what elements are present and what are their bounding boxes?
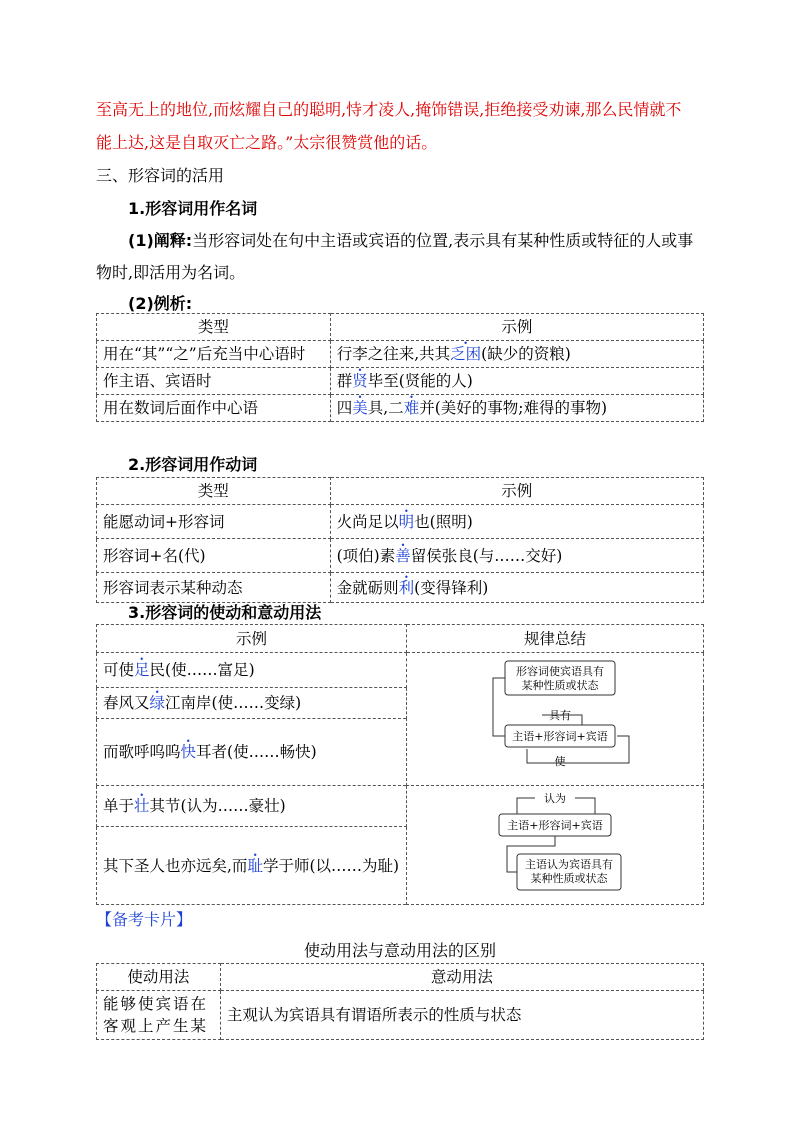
- ex-gloss: 留侯张良(与……交好): [410, 546, 563, 565]
- flow-line: 主语认为宾语具有: [525, 858, 613, 871]
- type-cell: 形容词+名(代): [97, 539, 331, 573]
- highlight-word: 足: [134, 661, 150, 680]
- ex-gloss: 耳者(使……畅快): [196, 743, 317, 762]
- flow-arrow: [517, 798, 535, 814]
- part1-example-label: (2)例析:: [128, 294, 193, 313]
- ex-gloss: 其节(认为……豪壮): [149, 797, 286, 816]
- ex-text: 火尚足以: [336, 512, 399, 531]
- ex-text: 四: [336, 399, 353, 417]
- header-causative: 使动用法: [97, 964, 221, 991]
- card-label: 【备考卡片】: [96, 910, 193, 929]
- flow-label: 使: [554, 755, 566, 768]
- highlight-word: 明: [398, 512, 415, 531]
- part3-title: 3.形容词的使动和意动用法: [128, 603, 322, 622]
- ex-text: 行李之往来,共其: [336, 345, 451, 363]
- highlight-word: 利: [398, 578, 415, 597]
- ex-gloss: (缺少的资粮): [481, 345, 571, 363]
- flow-cell-causative: [407, 653, 704, 786]
- table-part2: [96, 477, 704, 603]
- flow-line: 形容词使宾语具有: [516, 665, 604, 678]
- ex-text: 群: [336, 372, 353, 390]
- highlight-word: 善: [395, 546, 411, 565]
- ex-text: 其下圣人也亦远矣,而: [103, 856, 248, 875]
- ex-text: 金就砺则: [336, 578, 399, 597]
- table-row: [97, 539, 704, 573]
- ex-gloss: 江南岸(使……变绿): [165, 694, 302, 713]
- header-putative: 意动用法: [220, 964, 703, 991]
- table-row: [97, 786, 704, 827]
- highlight-word: 乏困: [450, 345, 482, 363]
- ex-gloss: 学于师(以……为耻): [262, 856, 400, 875]
- type-cell: 作主语、宾语时: [97, 368, 331, 395]
- card-title: 使动用法与意动用法的区别: [303, 941, 496, 960]
- ex-text: 可使: [103, 661, 135, 680]
- type-cell: 形容词表示某种动态: [97, 573, 331, 603]
- part1-title: 1.形容词用作名词: [128, 199, 258, 218]
- table-row: [97, 573, 704, 603]
- part2-title: 2.形容词用作动词: [128, 455, 258, 474]
- ex-gloss: (变得锋利): [414, 578, 489, 597]
- table-row: [97, 395, 704, 422]
- table-card: [96, 963, 704, 1040]
- table-row: [97, 653, 704, 688]
- highlight-word: 美: [352, 399, 368, 417]
- table-row: [97, 368, 704, 395]
- type-cell: 用在“其”“之”后充当中心语时: [97, 341, 331, 368]
- ex-gloss: 民(使……富足): [149, 661, 255, 680]
- ex-text: 具,二: [367, 399, 404, 417]
- table-row: [97, 991, 704, 1040]
- ex-gloss: 并(美好的事物;难得的事物): [419, 399, 608, 417]
- ex-text: 春风又: [103, 694, 150, 713]
- ex-gloss: 毕至(贤能的人): [367, 372, 473, 390]
- table-part3: [96, 624, 704, 905]
- flow-label: 具有: [549, 709, 571, 722]
- header-type: 类型: [97, 478, 331, 505]
- flow-line: 某种性质或状态: [530, 872, 608, 885]
- header-type: 类型: [97, 314, 331, 341]
- expl-text: 当形容词处在句中主语或宾语的位置,表示具有某种性质或特征的人或事: [192, 231, 694, 250]
- ex-gloss: 也(照明): [414, 512, 473, 531]
- intro-line-1: 至高无上的地位,而炫耀自己的聪明,恃才凌人,掩饰错误,拒绝接受劝谏,那么民情就不: [96, 100, 682, 119]
- ex-text: 单于: [103, 797, 135, 816]
- highlight-word: 耻: [247, 856, 263, 875]
- table-row: [97, 341, 704, 368]
- header-example: 示例: [330, 314, 703, 341]
- flow-arrow: [575, 798, 595, 814]
- flow-box-text: 主语+形容词+宾语: [507, 819, 603, 832]
- part1-explanation-1: [128, 228, 693, 251]
- type-cell: 用在数词后面作中心语: [97, 395, 331, 422]
- causative-flow-diagram: [407, 653, 703, 779]
- flow-label: 认为: [544, 792, 566, 805]
- highlight-word: 贤: [352, 372, 368, 390]
- table-part1: [96, 313, 704, 422]
- header-example: 示例: [97, 625, 407, 653]
- table-row: [97, 505, 704, 539]
- intro-line-2: 能上达,这是自取灭亡之路。”太宗很赞赏他的话。: [96, 133, 438, 152]
- putative-cell: 主观认为宾语具有谓语所表示的性质与状态: [220, 991, 703, 1040]
- part1-explanation-2: 物时,即活用为名词。: [96, 263, 246, 282]
- flow-box-text: 主语+形容词+宾语: [512, 730, 608, 743]
- type-cell: 能愿动词+形容词: [97, 505, 331, 539]
- flow-arrow: [493, 678, 505, 736]
- causative-cell: 能够使宾语在客观上产生某: [97, 991, 221, 1040]
- highlight-word: 快: [180, 743, 197, 762]
- highlight-word: 壮: [134, 797, 150, 816]
- highlight-word: 绿: [149, 694, 166, 713]
- flow-line: 某种性质或状态: [521, 679, 599, 692]
- section-title: 三、形容词的活用: [96, 166, 225, 185]
- flow-cell-putative: [407, 786, 704, 905]
- highlight-word: 难: [403, 399, 420, 417]
- expl-label: (1)阐释:: [128, 231, 193, 250]
- header-example: 示例: [330, 478, 703, 505]
- ex-text: (项伯)素: [336, 546, 396, 565]
- header-rule: 规律总结: [407, 625, 704, 653]
- putative-flow-diagram: [407, 786, 703, 898]
- ex-text: 而歌呼呜呜: [103, 743, 181, 762]
